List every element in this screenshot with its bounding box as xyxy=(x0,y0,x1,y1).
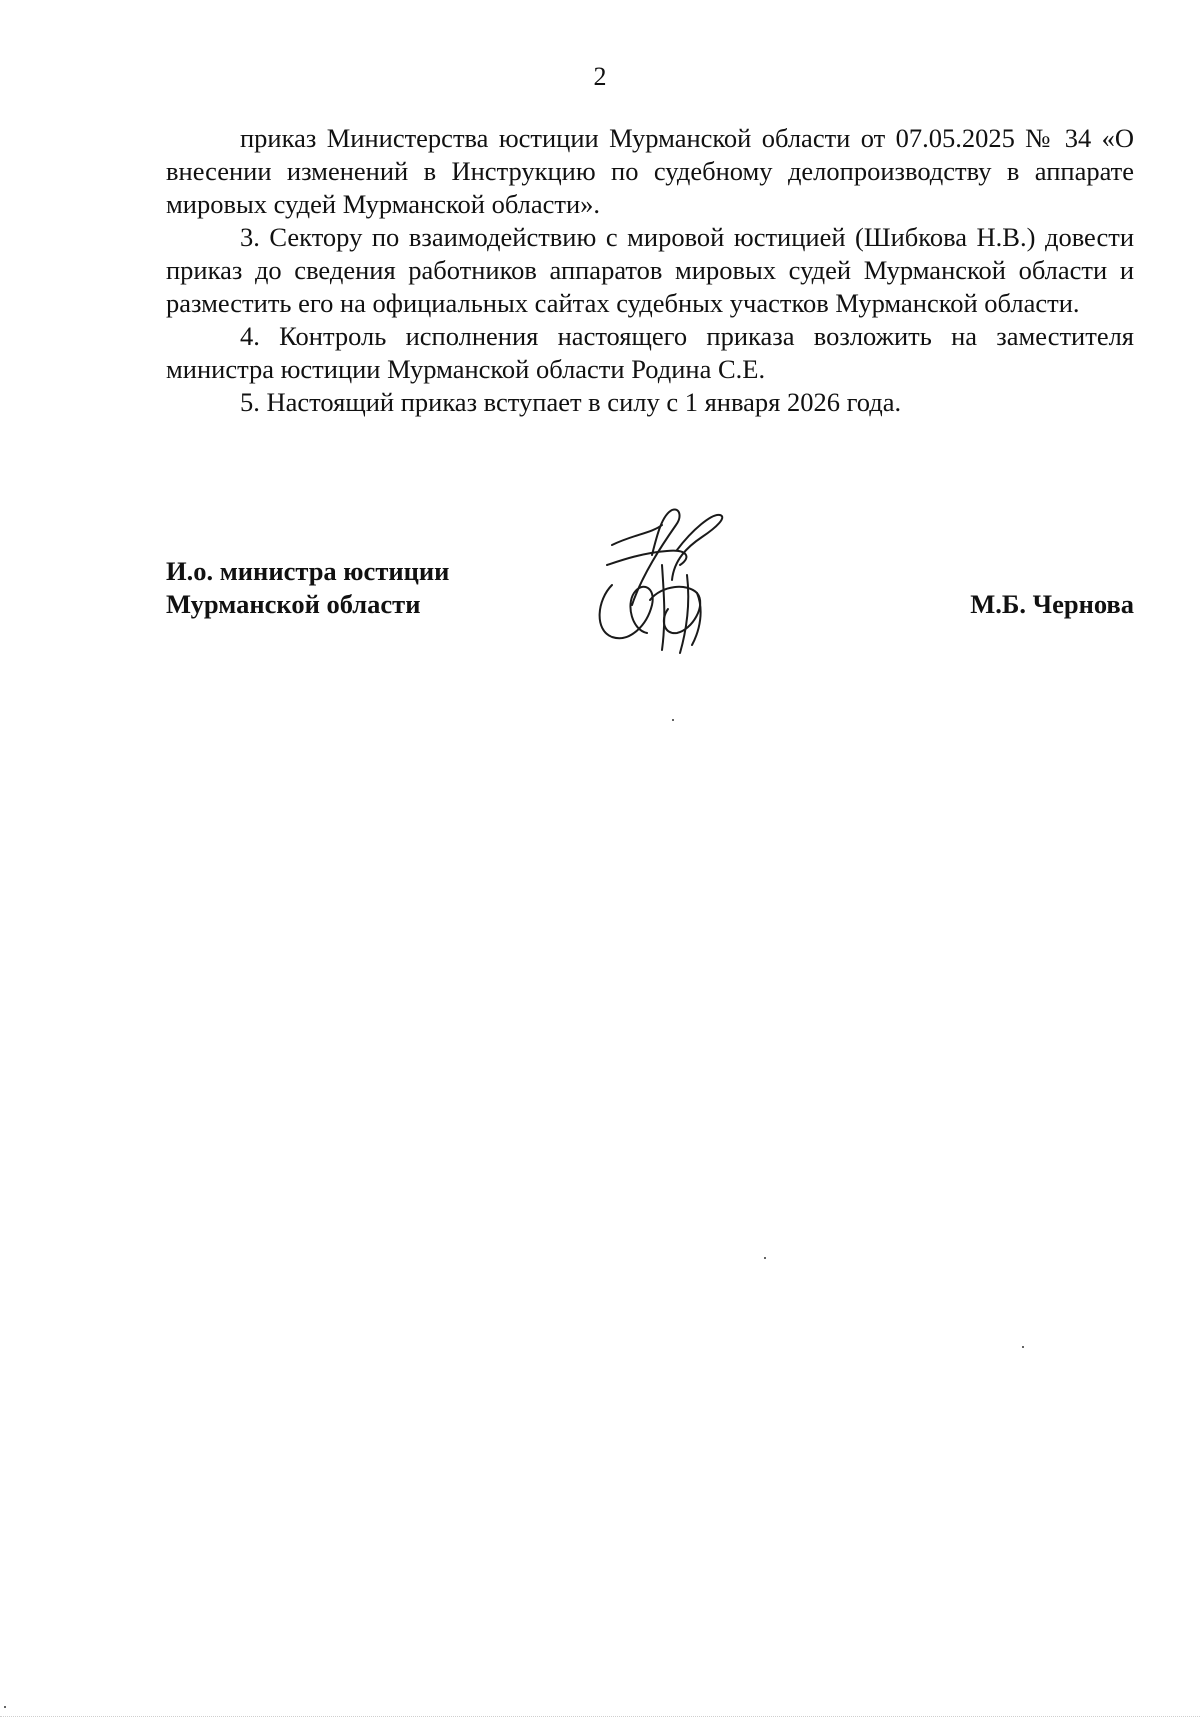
paragraph-reference: приказ Министерства юстиции Мурманской области от 07.05.2025 № 34 «О внесении изменений в Инструкцию по судебному делопроизводству в аппарате мировых судей Мурманской области». xyxy=(166,123,1134,219)
signature-stroke xyxy=(607,551,686,565)
signature-stroke xyxy=(650,587,700,633)
signature-stroke xyxy=(672,515,722,580)
signatory-name: М.Б. Чернова xyxy=(970,589,1134,619)
scan-speck xyxy=(672,719,674,721)
scan-speck xyxy=(764,1257,766,1259)
paragraph-item-5: 5. Настоящий приказ вступает в силу с 1 января 2026 года. xyxy=(240,387,902,417)
paragraph-item-4: 4. Контроль исполнения настоящего приказа возложить на заместителя министра юстиции Мурманской области Родина С.Е. xyxy=(166,321,1134,384)
scan-speck xyxy=(4,1706,6,1708)
signature-stroke xyxy=(692,593,701,645)
signature-stroke xyxy=(662,565,664,650)
page-number: 2 xyxy=(593,62,607,91)
scan-edge-noise xyxy=(0,1716,1200,1719)
document-body xyxy=(166,122,1134,419)
signature-stroke xyxy=(600,585,653,638)
signature-stroke xyxy=(632,509,679,605)
signatory-title xyxy=(166,555,449,621)
handwritten-signature-icon xyxy=(592,505,752,665)
signatory-title-line-1: И.о. министра юстиции xyxy=(166,556,450,586)
scan-speck xyxy=(1022,1346,1024,1348)
paragraph-item-3: 3. Сектору по взаимодействию с мировой юстицией (Шибкова Н.В.) довести приказ до сведения работников аппаратов мировых судей Мурманской области и разместить его на официальных сайтах судебных участков Мурманской области. xyxy=(166,222,1134,318)
signatory-title-line-2: Мурманской области xyxy=(166,589,421,619)
